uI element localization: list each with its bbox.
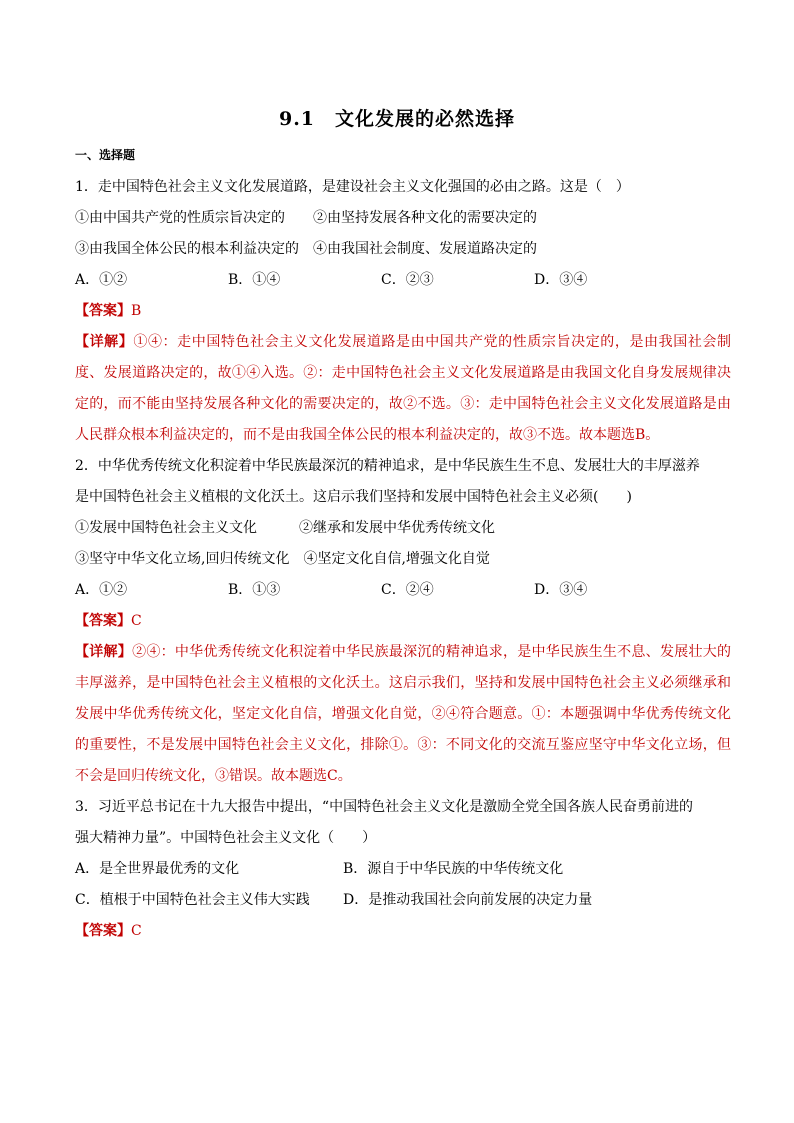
statement-line: ①由中国共产党的性质宗旨决定的 ②由坚持发展各种文化的需要决定的 bbox=[75, 210, 537, 226]
answer-value: C bbox=[131, 613, 142, 629]
option-a: A．是全世界最优秀的文化 bbox=[75, 861, 240, 877]
section-heading: 一、选择题 bbox=[75, 148, 136, 162]
option-b: B．①③ bbox=[228, 582, 281, 598]
statement-line: ③坚守中华文化立场,回归传统文化 ④坚定文化自信,增强文化自觉 bbox=[75, 551, 490, 567]
option-d: D．③④ bbox=[534, 582, 588, 598]
question-2 bbox=[75, 451, 731, 792]
answer-value: B bbox=[131, 303, 142, 319]
answer-line bbox=[75, 606, 731, 637]
explanation bbox=[75, 327, 731, 451]
explanation-text: ①④：走中国特色社会主义文化发展道路是由中国共产党的性质宗旨决定的，是由我国社会制度、发展道路决定的，故①④入选。②：走中国特色社会主义文化发展道路是由我国文化自身发展规律决定的，而不能由坚持发展各种文化的需要决定的，故②不选。③：走中国特色社会主义文化发展道路是由人民群众根本利益决定的，而不是由我国全体公民的根本利益决定的，故③不选。故本题选B。 bbox=[75, 334, 732, 443]
explain-label: 【详解】 bbox=[75, 644, 133, 660]
options-row bbox=[75, 575, 731, 606]
option-a: A．①② bbox=[75, 582, 128, 598]
option-a: A．①② bbox=[75, 272, 128, 288]
page-title: 9.1 文化发展的必然选择 bbox=[278, 108, 516, 130]
options-row bbox=[75, 265, 731, 296]
explain-label: 【详解】 bbox=[75, 334, 134, 350]
options-row bbox=[75, 885, 731, 916]
answer-label: 【答案】 bbox=[75, 923, 131, 939]
question-stem: 1．走中国特色社会主义文化发展道路，是建设社会主义文化强国的必由之路。这是（ ） bbox=[75, 179, 630, 195]
question-list bbox=[75, 172, 731, 947]
option-c: C．②③ bbox=[381, 272, 434, 288]
question-stem: 3．习近平总书记在十九大报告中提出，“中国特色社会主义文化是激励全党全国各族人民奋勇前进的 bbox=[75, 799, 694, 815]
option-c: C．②④ bbox=[381, 582, 434, 598]
explanation-text: ②④：中华优秀传统文化积淀着中华民族最深沉的精神追求，是中华民族生生不息、发展壮大的丰厚滋养，是中国特色社会主义植根的文化沃土。这启示我们，坚持和发展中国特色社会主义必须继承和发展中华优秀传统文化，坚定文化自信，增强文化自觉，②④符合题意。①：本题强调中华优秀传统文化的重要性，不是发展中国特色社会主义文化，排除①。③：不同文化的交流互鉴应坚守中华文化立场，但不会是回归传统文化，③错误。故本题选C。 bbox=[75, 644, 732, 784]
option-c: C．植根于中国特色社会主义伟大实践 bbox=[75, 892, 310, 908]
statement-line: ③由我国全体公民的根本利益决定的 ④由我国社会制度、发展道路决定的 bbox=[75, 241, 537, 257]
question-1 bbox=[75, 172, 731, 451]
options-row bbox=[75, 854, 731, 885]
question-3 bbox=[75, 792, 731, 947]
answer-label: 【答案】 bbox=[75, 613, 131, 629]
question-stem: 2．中华优秀传统文化积淀着中华民族最深沉的精神追求，是中华民族生生不息、发展壮大的丰厚滋养 bbox=[75, 458, 700, 474]
answer-value: C bbox=[131, 923, 142, 939]
option-d: D．是推动我国社会向前发展的决定力量 bbox=[343, 892, 593, 908]
answer-line bbox=[75, 916, 731, 947]
statement-line: ①发展中国特色社会主义文化 ②继承和发展中华优秀传统文化 bbox=[75, 520, 495, 536]
question-stem: 是中国特色社会主义植根的文化沃土。这启示我们坚持和发展中国特色社会主义必须( ) bbox=[75, 489, 632, 505]
answer-line bbox=[75, 296, 731, 327]
explanation bbox=[75, 637, 731, 792]
question-stem: 强大精神力量”。中国特色社会主义文化（ ） bbox=[75, 830, 377, 846]
option-b: B．源自于中华民族的中华传统文化 bbox=[343, 861, 564, 877]
answer-label: 【答案】 bbox=[75, 303, 131, 319]
option-b: B．①④ bbox=[228, 272, 281, 288]
option-d: D．③④ bbox=[534, 272, 588, 288]
